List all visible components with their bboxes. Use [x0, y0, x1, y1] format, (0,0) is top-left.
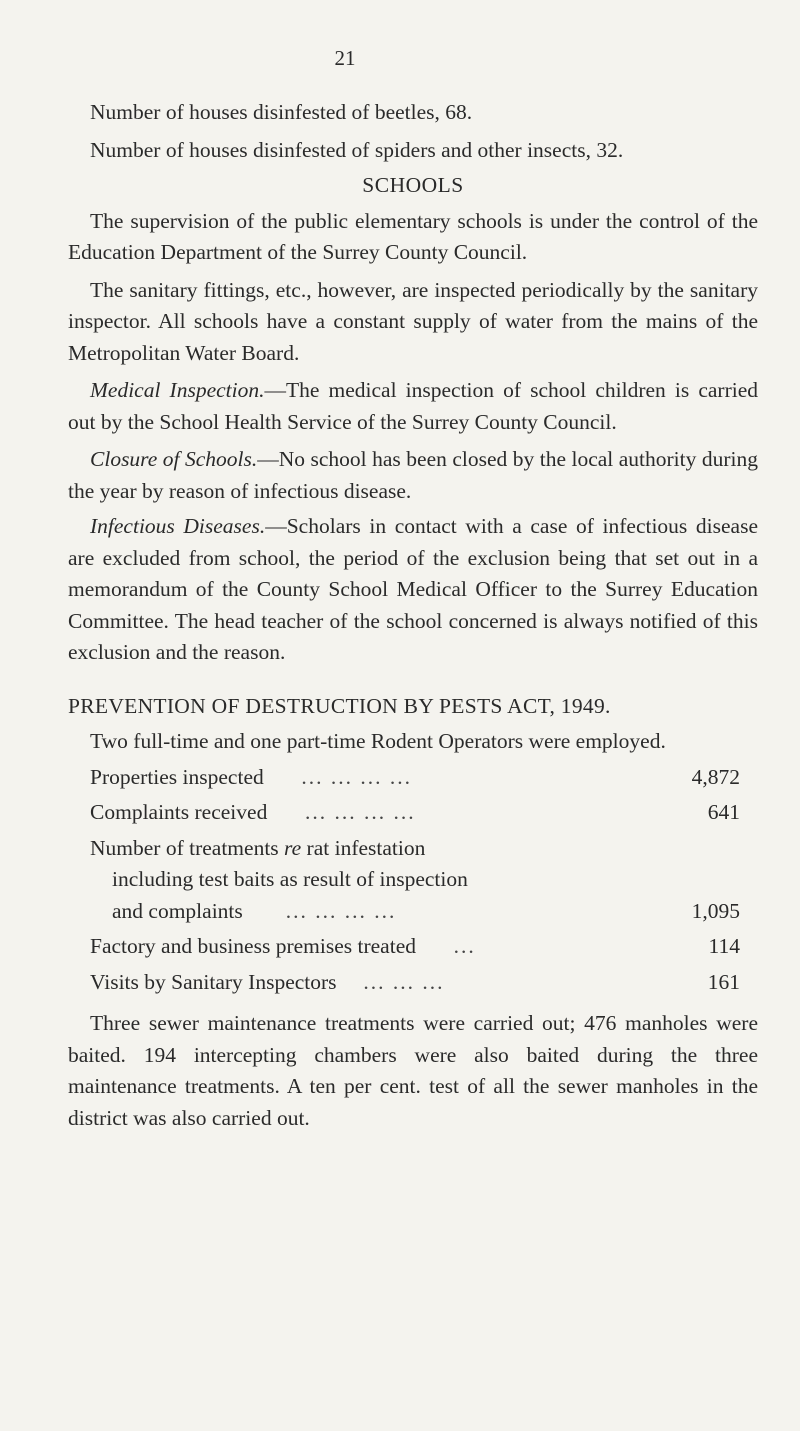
stat-leader: ... ... ... ...: [304, 800, 416, 824]
stat-value: 161: [707, 969, 740, 994]
closure-paragraph: [68, 444, 758, 507]
closure-text: —No school has been closed by the local authority during the year by reason of infectious disease.: [68, 447, 758, 503]
schools-heading: SCHOOLS: [362, 173, 464, 197]
stat-row: [68, 967, 758, 999]
pests-heading: PREVENTION OF DESTRUCTION BY PESTS ACT, 1949.: [68, 693, 611, 718]
page-body: [68, 0, 758, 1134]
stat-label: Visits by Sanitary Inspectors: [90, 969, 337, 994]
infectious-title: Infectious Diseases.: [90, 514, 266, 538]
stat-leader: ... ... ... ...: [285, 898, 397, 923]
stat-label: Properties inspected: [90, 764, 264, 789]
stat-value: 4,872: [691, 764, 740, 789]
stat-leader: ... ... ... ...: [301, 764, 412, 789]
sanitary-fittings-paragraph: The sanitary fittings, etc., however, are inspected periodically by the sanitary inspector. All schools have a constant supply of water from the mains of the Metropolitan Water Board.: [68, 277, 758, 365]
pests-statistics: [68, 762, 758, 999]
stat-row: [68, 931, 758, 963]
stat-label: Factory and business premises treated: [90, 934, 416, 958]
stat-leader: ... ... ...: [363, 969, 445, 994]
stat-label: rat infestation: [306, 835, 426, 860]
stat-label-re: re: [284, 835, 302, 860]
stat-row: [68, 762, 758, 794]
infectious-text: —Scholars in contact with a case of infectious disease are excluded from school, the period of the exclusion being that set out in a memorandum of the County School Medical Officer to the Surrey Education Committee. The head teacher of the school concerned is always notified of this exclusion and the reason.: [68, 514, 759, 664]
spiders-paragraph: Number of houses disinfested of spiders and other insects, 32.: [90, 137, 624, 162]
sewer-treatments-paragraph: Three sewer maintenance treatments were carried out; 476 manholes were baited. 194 intercepting chambers were also baited during the three maintenance treatments. A ten per cent. test of all the sewer manholes in the district was also carried out.: [68, 1011, 758, 1130]
stat-value: 114: [708, 934, 740, 958]
stat-row: [68, 833, 758, 928]
stat-value: 1,095: [691, 898, 740, 923]
stat-label: Number of treatments: [90, 835, 279, 860]
stat-row: [68, 797, 758, 829]
medical-inspection-title: Medical Inspection.: [90, 378, 265, 402]
schools-supervision-paragraph: The supervision of the public elementary schools is under the control of the Education Department of the Surrey County Council.: [68, 208, 758, 264]
medical-inspection-text: —The medical inspection of school children is carried out by the School Health Service of the Surrey County Council.: [68, 378, 758, 434]
infectious-paragraph: [68, 511, 758, 669]
beetles-paragraph: Number of houses disinfested of beetles, 68.: [90, 100, 473, 124]
rodent-operators-paragraph: Two full-time and one part-time Rodent Operators were employed.: [90, 729, 666, 753]
stat-label: including test baits as result of inspection: [112, 867, 468, 891]
medical-inspection-paragraph: [68, 375, 758, 438]
stat-value: 641: [707, 800, 740, 824]
stat-label: and complaints: [112, 898, 243, 923]
closure-title: Closure of Schools.: [90, 447, 258, 471]
stat-leader: ...: [453, 934, 476, 958]
page-number: 21: [334, 46, 356, 70]
stat-label: Complaints received: [90, 800, 268, 824]
